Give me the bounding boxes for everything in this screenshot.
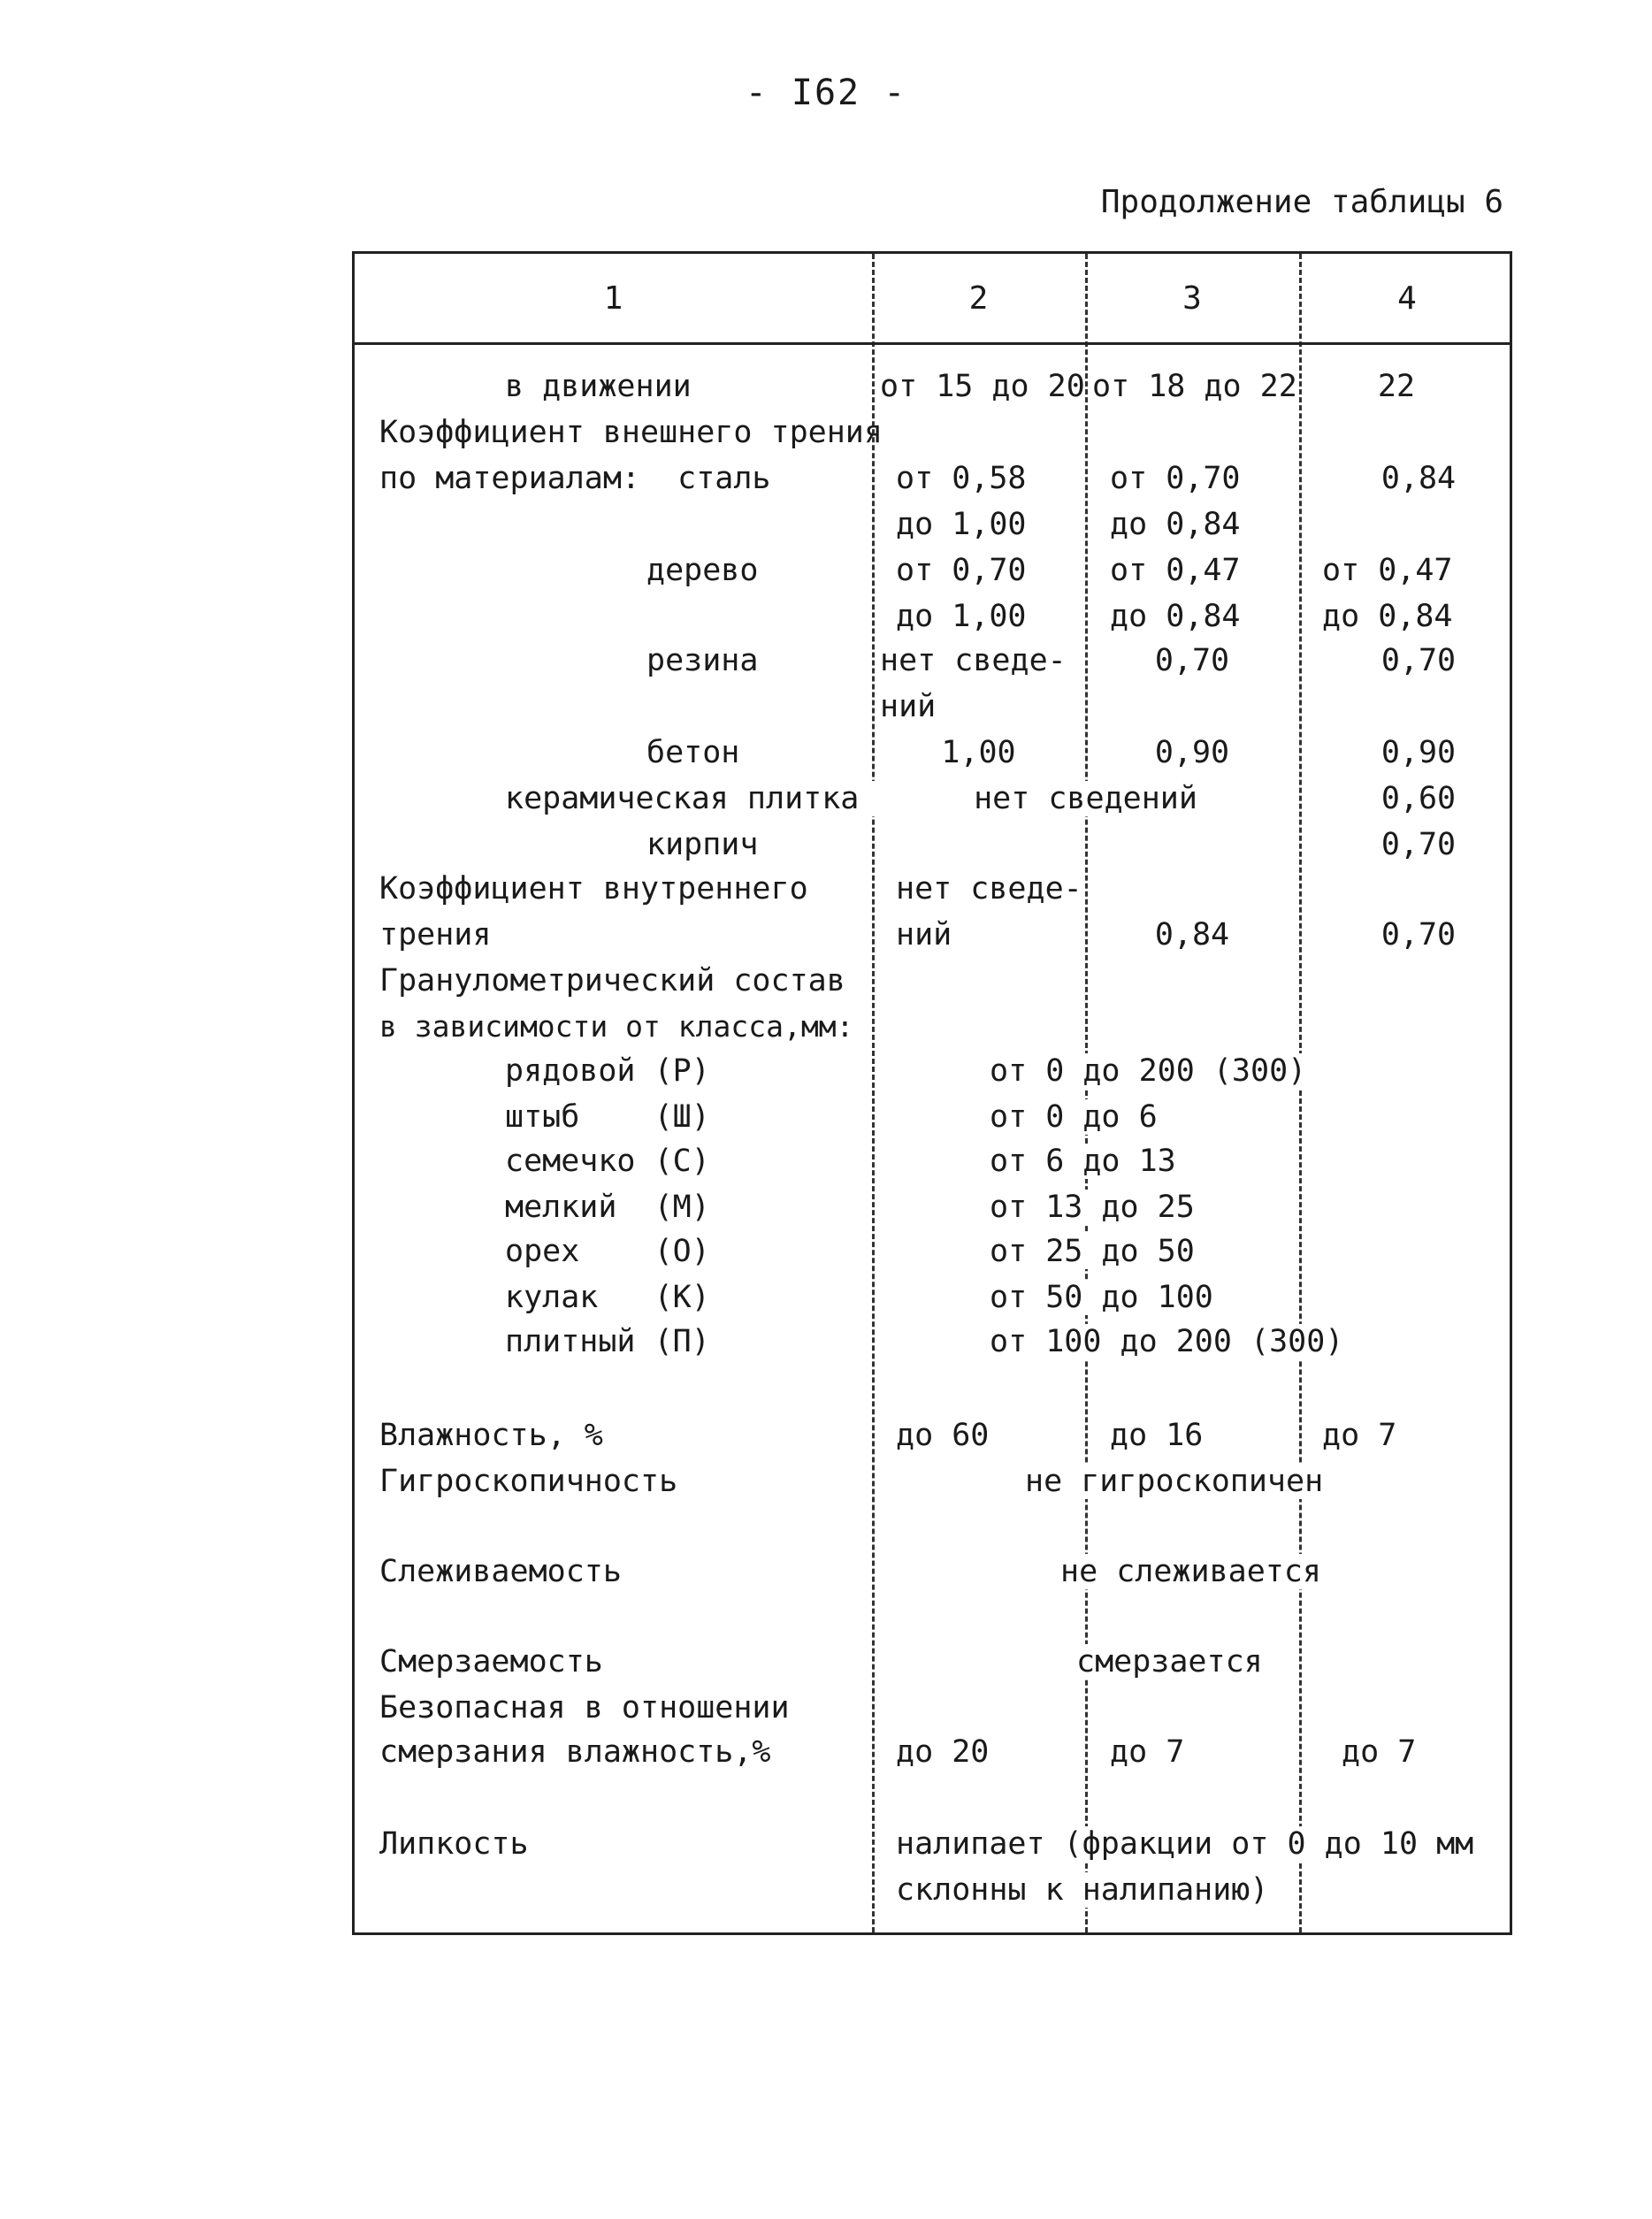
cell-value: до 7 <box>1322 1418 1397 1453</box>
cell-value: от 15 до 20 <box>880 369 1085 404</box>
cell-value: 1,00 <box>941 735 1016 770</box>
cell-label: кирпич <box>646 827 759 862</box>
cell-value: 0,70 <box>1380 643 1457 678</box>
cell-merged-value: от 50 до 100 <box>990 1280 1213 1315</box>
cell-label: Слеживаемость <box>379 1554 622 1589</box>
cell-value: ний <box>880 689 937 724</box>
cell-label: рядовой (Р) <box>505 1053 710 1089</box>
cell-value: до 1,00 <box>896 599 1027 634</box>
header-divider <box>355 342 1510 345</box>
page-number: - I62 - <box>745 73 907 113</box>
cell-value: 0,70 <box>1380 917 1457 953</box>
cell-label: в движении <box>505 369 692 404</box>
cell-value: 0,90 <box>1154 735 1230 770</box>
cell-value: от 0,47 <box>1322 553 1453 588</box>
cell-label: Липкость <box>379 1826 529 1862</box>
cell-value: нет сведе- <box>880 643 1067 678</box>
cell-label: резина <box>646 643 759 678</box>
cell-merged-value: не гигроскопичен <box>1025 1464 1324 1499</box>
cell-merged-value: нет сведений <box>872 781 1299 816</box>
cell-value: до 1,00 <box>896 507 1027 542</box>
cell-value: 0,90 <box>1380 735 1457 770</box>
cell-value: 22 <box>1377 369 1416 404</box>
cell-merged-value: смерзается <box>1076 1644 1263 1680</box>
cell-value: до 16 <box>1110 1418 1204 1453</box>
column-header-1: 1 <box>603 280 623 317</box>
cell-value: от 0,58 <box>896 461 1027 496</box>
column-header-4: 4 <box>1397 280 1417 317</box>
cell-label: трения <box>379 917 492 953</box>
cell-label: Коэффициент внешнего трения <box>379 415 883 450</box>
cell-value: 0,84 <box>1380 461 1457 496</box>
cell-merged-value: от 100 до 200 (300) <box>990 1324 1344 1359</box>
cell-label: Гранулометрический состав <box>379 963 845 999</box>
cell-merged-value: от 13 до 25 <box>990 1190 1195 1225</box>
cell-label: семечко (С) <box>505 1144 710 1179</box>
cell-label: смерзания влажность,% <box>379 1734 771 1770</box>
cell-value: 0,70 <box>1154 643 1230 678</box>
cell-label: мелкий (М) <box>505 1190 710 1225</box>
cell-value: до 0,84 <box>1110 507 1241 542</box>
cell-value: ний <box>896 917 952 953</box>
cell-value: до 7 <box>1342 1734 1417 1770</box>
cell-value: до 60 <box>896 1418 990 1453</box>
cell-label: керамическая плитка <box>505 781 860 816</box>
cell-value: до 0,84 <box>1322 599 1453 634</box>
cell-label: штыб (Ш) <box>505 1099 710 1135</box>
cell-label: кулак (К) <box>505 1280 710 1315</box>
cell-label: плитный (П) <box>505 1324 710 1359</box>
column-header-2: 2 <box>968 280 989 317</box>
cell-label: Гигроскопичность <box>379 1464 678 1499</box>
cell-value: до 20 <box>896 1734 990 1770</box>
table-continuation-caption: Продолжение таблицы 6 <box>1100 184 1503 220</box>
cell-value: от 0,70 <box>896 553 1027 588</box>
cell-label: Смерзаемость <box>379 1644 603 1680</box>
cell-label: дерево <box>646 553 759 588</box>
cell-value: от 18 до 22 <box>1092 369 1297 404</box>
cell-merged-value: от 0 до 200 (300) <box>990 1053 1307 1089</box>
cell-label: Коэффициент внутреннего <box>379 871 808 907</box>
cell-merged-value: не слеживается <box>1060 1554 1322 1589</box>
column-divider <box>1299 254 1302 1932</box>
column-divider <box>872 254 875 1932</box>
column-header-3: 3 <box>1182 280 1202 317</box>
cell-merged-value: от 6 до 13 <box>990 1144 1176 1179</box>
column-divider <box>1085 254 1088 1932</box>
cell-merged-value: от 25 до 50 <box>990 1234 1195 1269</box>
cell-value: до 0,84 <box>1110 599 1241 634</box>
cell-label: по материалам: сталь <box>379 461 771 496</box>
cell-value: 0,84 <box>1154 917 1230 953</box>
cell-value: до 7 <box>1110 1734 1185 1770</box>
cell-value: от 0,70 <box>1110 461 1241 496</box>
cell-value: нет сведе- <box>896 871 1082 907</box>
cell-label: бетон <box>646 735 740 770</box>
cell-merged-value: склонны к налипанию) <box>896 1872 1269 1908</box>
cell-label: в зависимости от класса,мм: <box>379 1009 854 1044</box>
cell-label: орех (О) <box>505 1234 710 1269</box>
cell-merged-value: от 0 до 6 <box>990 1099 1158 1135</box>
cell-label: Безопасная в отношении <box>379 1690 790 1725</box>
data-table <box>352 251 1512 1935</box>
cell-value: 0,70 <box>1380 827 1457 862</box>
cell-value: от 0,47 <box>1110 553 1241 588</box>
cell-label: Влажность, % <box>379 1418 603 1453</box>
cell-value: 0,60 <box>1380 781 1457 816</box>
cell-merged-value: налипает (фракции от 0 до 10 мм <box>896 1826 1474 1862</box>
